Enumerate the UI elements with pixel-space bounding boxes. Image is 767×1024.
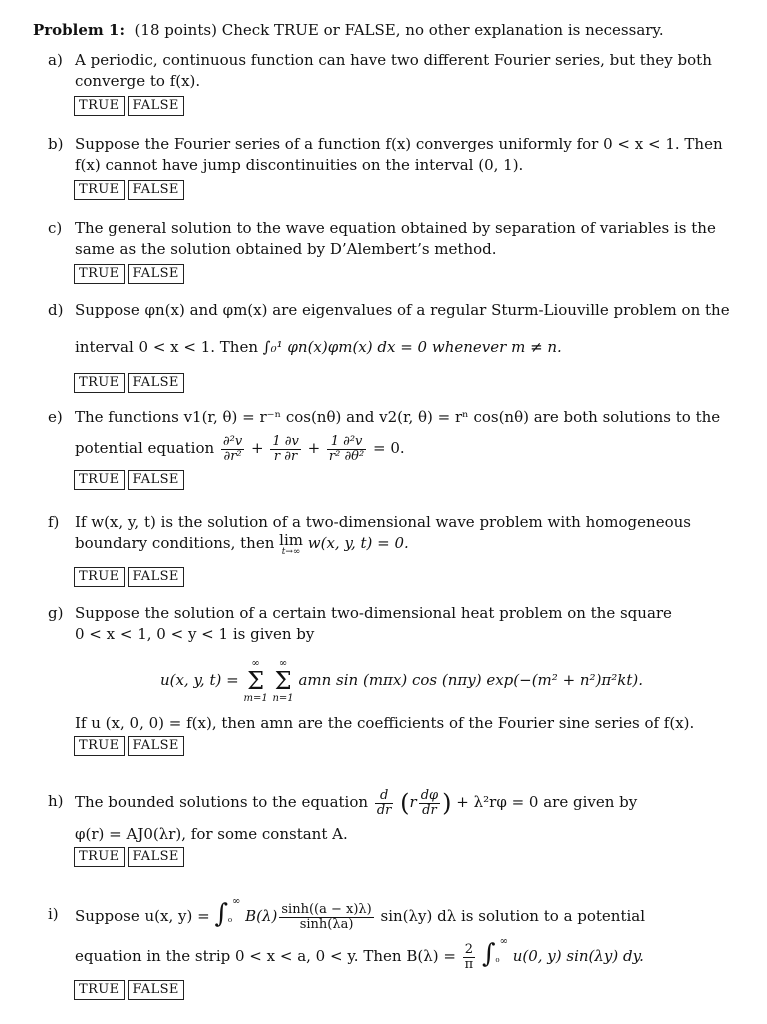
- part-e-false-box[interactable]: FALSE: [128, 470, 184, 490]
- part-g-display-rhs: amn sin (mπx) cos (nπy) exp(−(m² + n²)π²kt).: [298, 671, 644, 689]
- part-e-line2-pre: potential equation: [75, 439, 215, 457]
- part-b-false-box[interactable]: FALSE: [128, 180, 184, 200]
- part-i-false-box[interactable]: FALSE: [128, 980, 184, 1000]
- part-b-line1: Suppose the Fourier series of a function f(x) converges uniformly for 0 < x < 1. Then: [75, 135, 723, 153]
- part-h-line1-pre: The bounded solutions to the equation: [75, 793, 369, 811]
- part-a-true-box[interactable]: TRUE: [74, 96, 125, 116]
- part-e: e) The functions v1(r, θ) = r⁻ⁿ cos(nθ) and v2(r, θ) = rⁿ cos(nθ) are both solutions to the potential equation $\frac{\text{∂²v}}{\text{∂r²}}$ + $\frac{1 \partial v}{r \partial r}$ + $\frac{\text{1 ∂²v}}{\text{r² ∂θ²}}$ = 0. TRUE FALSE: [48, 407, 728, 492]
- part-b-line2: f(x) cannot have jump discontinuities on the interval (0, 1).: [75, 156, 524, 174]
- part-h-label: h): [48, 792, 64, 810]
- part-f-line2-pre: boundary conditions, then: [75, 534, 275, 552]
- part-e-label: e): [48, 408, 63, 426]
- part-h-true-box[interactable]: TRUE: [74, 847, 125, 867]
- part-a-false-box[interactable]: FALSE: [128, 96, 184, 116]
- problem-header: [33, 20, 733, 41]
- part-d-line2-pre: interval 0 < x < 1. Then: [75, 338, 259, 356]
- part-g-display-lhs: u(x, y, t) =: [159, 671, 239, 689]
- problem-points: (18 points): [134, 21, 217, 39]
- part-a: [48, 50, 728, 118]
- part-d-line1: Suppose φn(x) and φm(x) are eigenvalues of a regular Sturm-Liouville problem on the: [75, 301, 730, 319]
- part-d-label: d): [48, 301, 64, 319]
- part-i-line1-post: sin(λy) dλ is solution to a potential: [380, 907, 646, 925]
- part-g-sum-m: ∞ Σ m=1: [243, 658, 268, 704]
- part-d-false-box[interactable]: FALSE: [128, 373, 184, 393]
- part-i-frac: [279, 903, 373, 932]
- part-g-true-box[interactable]: TRUE: [74, 736, 125, 756]
- part-h-frac-dphi-dr: $\frac{d\varphi}{dr}$: [420, 787, 439, 818]
- problem-label: Problem 1:: [33, 21, 125, 39]
- part-i-line1-pre: Suppose u(x, y) =: [75, 907, 210, 925]
- part-d-integral: ∫₀¹ φn(x)φm(x) dx = 0 whenever m ≠ n.: [262, 338, 562, 356]
- part-d: [48, 300, 728, 395]
- part-f-line1: If w(x, y, t) is the solution of a two-dimensional wave problem with homogeneous: [75, 513, 691, 531]
- part-c-true-box[interactable]: TRUE: [74, 264, 125, 284]
- part-c-false-box[interactable]: FALSE: [128, 264, 184, 284]
- part-h-line2: φ(r) = AJ0(λr), for some constant A.: [75, 825, 348, 843]
- part-i: [48, 894, 728, 1002]
- part-f-lim: lim: [279, 531, 303, 549]
- part-a-line2: converge to f(x).: [75, 72, 201, 90]
- part-i-line2-pre: equation in the strip 0 < x < a, 0 < y. Then B(λ) =: [75, 947, 456, 965]
- part-c-line1: The general solution to the wave equation obtained by separation of variables is the: [75, 219, 716, 237]
- part-e-true-box[interactable]: TRUE: [74, 470, 125, 490]
- part-f-limit: [279, 533, 303, 557]
- part-i-frac-2-pi: $\frac{2}{\pi}$: [464, 941, 474, 972]
- part-f-lim-sub: t→∞: [281, 547, 301, 557]
- part-i-line2-post: u(0, y) sin(λy) dy.: [512, 947, 644, 965]
- part-e-line1: The functions v1(r, θ) = r⁻ⁿ cos(nθ) and v2(r, θ) = rⁿ cos(nθ) are both solutions to the: [75, 408, 721, 426]
- part-c-line2: same as the solution obtained by D’Alembert’s method.: [75, 240, 497, 258]
- part-i-frac-den: sinh(λa): [299, 916, 354, 932]
- part-b: [48, 134, 728, 202]
- part-g-display-eq: [75, 653, 728, 707]
- part-a-label: a): [48, 51, 63, 69]
- part-g-line3: If u (x, 0, 0) = f(x), then amn are the coefficients of the Fourier sine series of f(x).: [75, 714, 695, 732]
- part-f-line2-post: w(x, y, t) = 0.: [307, 534, 409, 552]
- part-e-frac-2: $\frac{1 \partial v}{r \partial r}$: [272, 433, 299, 464]
- part-g: [48, 603, 728, 758]
- part-e-line2-eq: = 0.: [373, 439, 405, 457]
- part-c-label: c): [48, 219, 63, 237]
- part-h-false-box[interactable]: FALSE: [128, 847, 184, 867]
- part-e-frac-1: $\frac{\text{∂²v}}{\text{∂r²}}$: [222, 433, 243, 464]
- part-g-line1: Suppose the solution of a certain two-dimensional heat problem on the square: [75, 604, 672, 622]
- part-i-label: i): [48, 905, 59, 923]
- part-g-sum-n: ∞ Σ n=1: [272, 658, 294, 704]
- part-c: [48, 218, 728, 286]
- part-f-true-box[interactable]: TRUE: [74, 567, 125, 587]
- part-h-frac-d-dr: $\frac{d}{dr}$: [376, 787, 392, 818]
- part-i-true-box[interactable]: TRUE: [74, 980, 125, 1000]
- part-i-integral-2: ∫₀∞: [482, 936, 508, 969]
- part-i-frac-num: sinh((a − x)λ): [281, 901, 372, 917]
- part-g-line2: 0 < x < 1, 0 < y < 1 is given by: [75, 625, 315, 643]
- part-g-label: g): [48, 604, 64, 622]
- part-d-true-box[interactable]: TRUE: [74, 373, 125, 393]
- part-h-line1-post: + λ²rφ = 0 are given by: [456, 793, 638, 811]
- part-h: h) The bounded solutions to the equation $\frac{d}{dr}$ (r $\frac{d\varphi}{dr}$ ) + λ²rφ = 0 are given by φ(r) = AJ0(λr), for some constant A. TRUE FALSE: [48, 784, 728, 869]
- part-g-false-box[interactable]: FALSE: [128, 736, 184, 756]
- part-a-line1: A periodic, continuous function can have two different Fourier series, but they both: [75, 51, 712, 69]
- part-b-true-box[interactable]: TRUE: [74, 180, 125, 200]
- part-e-frac-3: $\frac{\text{1 ∂²v}}{\text{r² ∂θ²}}$: [328, 433, 365, 464]
- part-b-label: b): [48, 135, 64, 153]
- part-i-line1-mid: B(λ): [245, 907, 278, 925]
- part-i-integral-1: ∫₀∞: [214, 896, 241, 929]
- problem-instruction: Check TRUE or FALSE, no other explanation is necessary.: [221, 21, 664, 39]
- part-f: [48, 512, 728, 589]
- part-f-label: f): [48, 513, 60, 531]
- part-f-false-box[interactable]: FALSE: [128, 567, 184, 587]
